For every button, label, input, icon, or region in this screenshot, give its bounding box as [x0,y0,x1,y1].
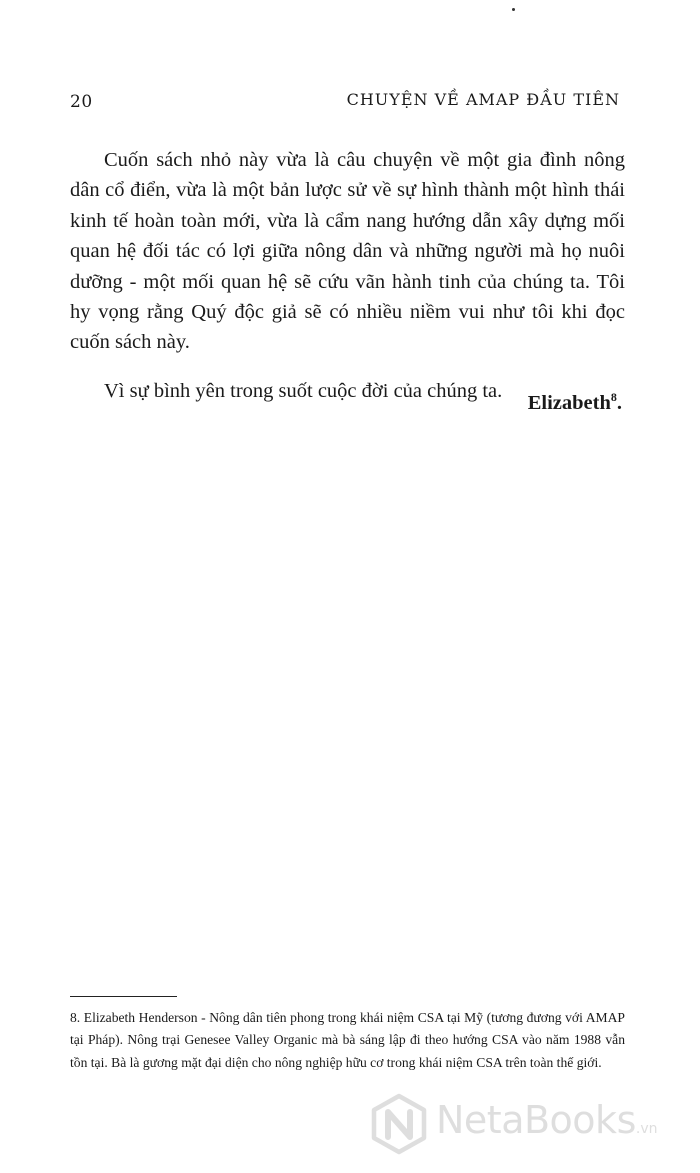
paragraph-2: Vì sự bình yên trong suốt cuộc đời của chúng ta. [104,379,503,402]
footnote-text: 8. Elizabeth Henderson - Nông dân tiên phong trong khái niệm CSA tại Mỹ (tương đương với AMAP tại Pháp). Nông trại Genesee Valley Organic mà bà sáng lập đi theo hướng CSA vào năm 1988 vẫn tồn tại. Bà là gương mặt đại diện cho nông nghiệp hữu cơ trong khái niệm CSA trên toàn thế giới. [70,1010,625,1070]
footnote [70,1007,625,1074]
body-text [70,145,625,406]
signature [528,392,622,415]
page-number: 20 [70,92,93,112]
signature-name: Elizabeth [527,392,611,414]
signature-period: . [616,392,622,414]
watermark [360,1088,695,1163]
footnote-rule [70,996,177,997]
footnote-marker: 8 [610,390,617,405]
watermark-brand-name: NetaBooks [436,1098,636,1142]
watermark-tld: .vn [635,1121,658,1137]
print-speck [512,8,515,11]
paragraph-1: Cuốn sách nhỏ này vừa là câu chuyện về một gia đình nông dân cổ điển, vừa là một bản lược sử về sự hình thành một hình thái kinh tế hoàn toàn mới, vừa là cẩm nang hướng dẫn xây dựng mối quan hệ đối tác có lợi giữa nông dân và những người mà họ nuôi dưỡng - một mối quan hệ sẽ cứu vãn hành tinh của chúng ta. Tôi hy vọng rằng Quý độc giả sẽ có nhiều niềm vui như tôi khi đọc cuốn sách này. [70,149,625,354]
running-head: CHUYỆN VỀ AMAP ĐẦU TIÊN [346,90,620,109]
watermark-brand [436,1098,657,1142]
netabooks-logo-icon [368,1093,430,1155]
